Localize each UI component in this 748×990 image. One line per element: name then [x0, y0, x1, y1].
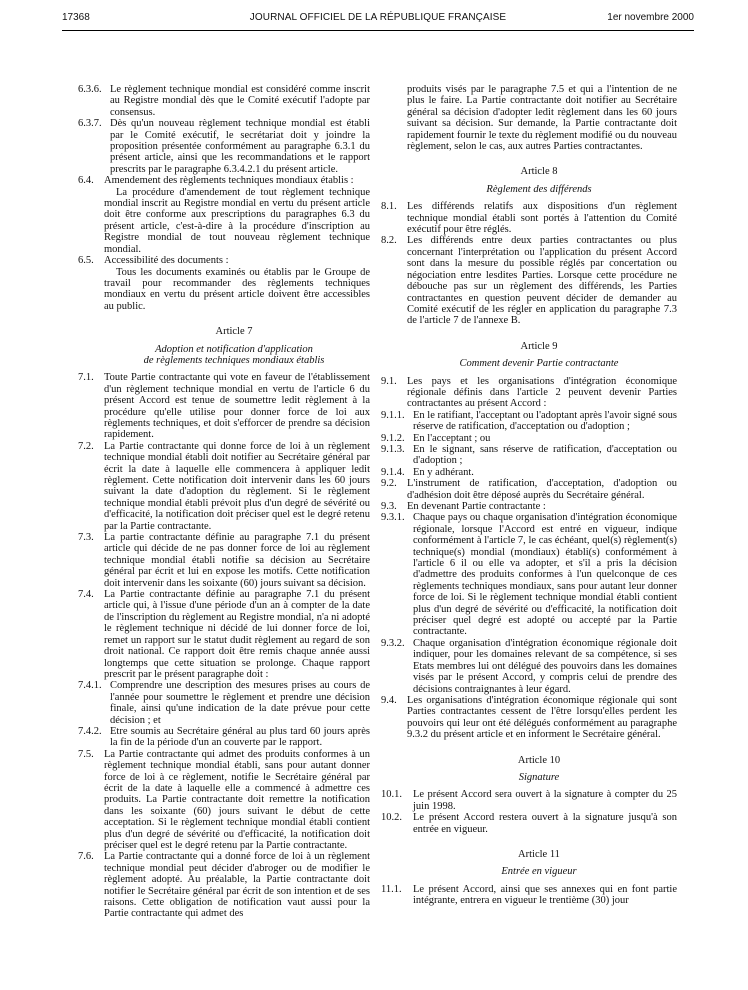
paragraph-7-3: 7.3. La partie contractante définie au paragraphe 7.1 du présent article qui décide de ne pas donner force de loi au règlement technique mondial établi notifie sa décision au Secrétaire général par écrit et lui en expose les motifs. Cette notification doit intervenir dans les soixante (60) jours suivant sa décision. [78, 532, 370, 589]
paragraph-7-4: 7.4. La Partie contractante définie au paragraphe 7.1 du présent article qui, à l'issue d'une période d'un an à compter de la date de l'inscription du règlement au Registre mondial, n'a ni adopté le règlement technique ni décidé de lui donner force de loi, remet un rapport sur le statut dudit règlement au regard de son droit national. Ce rapport doit être remis chaque année aussi longtemps que cette situation se prolonge. Chaque rapport prescrit par le présent paragraphe doit : [78, 589, 370, 680]
article-7-title: Adoption et notification d'application de règlements techniques mondiaux établis [143, 343, 325, 366]
header-rule [62, 30, 694, 31]
page-header [62, 12, 694, 28]
paragraph-7-2: 7.2. La Partie contractante qui donne force de loi à un règlement technique mondial établi doit notifier au Secrétaire général par écrit la date à laquelle elle commencera à appliquer ledit règlement. Cette notification doit intervenir dans les 60 jours suivant la date d'adoption du règlement. Si le règlement technique mondial établi prévoit plus d'un degré de sévérité ou d'efficacité, la notification doit préciser quel est le degré retenu par la Partie contractante. [78, 440, 370, 532]
article-9-title: Comment devenir Partie contractante [459, 358, 619, 370]
paragraph-9-1-3: 9.1.3. En le signant, sans réserve de ratification, d'acceptation ou d'adoption ; [381, 443, 677, 467]
paragraph-7-5: 7.5. La Partie contractante qui admet des produits conformes à un règlement technique mondial établi, sans pour autant donner force de loi à ce règlement, notifie le Secrétaire général par écrit de la date à laquelle elle a commencé à admettre ces produits. La Partie contractante doit remettre la notification dans les soixante (60) jours suivant le début de cette acceptation. Si le règlement technique mondial établi contient plus d'un degré de sévérité ou d'efficacité, la notification doit préciser quel est le degré retenu par la Partie contractante. [78, 748, 370, 851]
paragraph-6-3-7: 6.3.7. Dès qu'un nouveau règlement technique mondial est établi par le Comité exécutif, le secrétariat doit y joindre la proposition présentée conformément au paragraphe 6.3.1 du présent article, ainsi que les recommandations et le rapport prescrits par le paragraphe 6.3.4.2.1 du présent article. [78, 118, 370, 175]
paragraph-6-5: 6.5. Accessibilité des documents : [78, 255, 229, 267]
left-column [78, 84, 370, 920]
paragraph-9-1-2: 9.1.2. En l'acceptant ; ou [381, 432, 491, 444]
paragraph-8-1: 8.1. Les différends relatifs aux dispositions d'un règlement technique mondial établi sont portés à l'attention du Comité exécutif pour être réglés. [381, 201, 677, 236]
page-number: 17368 [62, 12, 90, 23]
issue-date: 1er novembre 2000 [607, 12, 694, 23]
article-9-heading: Article 9 [520, 340, 558, 352]
paragraph-9-2: 9.2. L'instrument de ratification, d'acceptation, d'adoption ou d'adhésion doit être déposé auprès du Secrétaire général. [381, 478, 677, 501]
paragraph-9-4: 9.4. Les organisations d'intégration économique régionale qui sont Parties contractantes cessent de l'être lorsqu'elles perdent les pouvoirs qui leur ont été délégués conformément au paragraphe 9.3.2 du présent article et en informent le Secrétaire général. [381, 694, 677, 741]
article-7-heading: Article 7 [215, 326, 253, 338]
paragraph-7-4-2: 7.4.2. Etre soumis au Secrétaire général au plus tard 60 jours après la fin de la période d'un an couverte par le rapport. [78, 725, 370, 749]
article-8-title: Règlement des différends [486, 183, 592, 195]
paragraph-9-1: 9.1. Les pays et les organisations d'intégration économique régionale définis dans l'article 2 peuvent devenir Parties contractantes au présent Accord : [381, 375, 677, 410]
paragraph-9-1-1: 9.1.1. En le ratifiant, l'acceptant ou l'adoptant après l'avoir signé sous réserve de ratification, d'acceptation ou d'adoption ; [381, 409, 678, 433]
paragraph-9-1-4: 9.1.4. En y adhérant. [381, 466, 474, 478]
paragraph-10-2: 10.2. Le présent Accord restera ouvert à la signature jusqu'à son entrée en vigueur. [381, 812, 677, 835]
paragraph-6-5-body: Tous les documents examinés ou établis par le Groupe de travail pour recommander des règlements techniques mondiaux en vertu du présent article doivent être accessibles au public. [104, 266, 370, 312]
paragraph-7-4-1: 7.4.1. Comprendre une description des mesures prises au cours de l'année pour soumettre le règlement et prendre une décision finale, ainsi qu'une indication de la date prévue pour cette décision ; et [78, 680, 370, 726]
paragraph-7-6-continued: produits visés par le paragraphe 7.5 et qui a l'intention de ne plus le faire. La Partie contractante doit notifier au Secrétaire général sa décision d'adopter ledit règlement dans les 60 jours suivant sa décision. Sur demande, la Partie contractante doit rapidement fournir le texte du règlement modifié ou du nouveau règlement, selon le cas, aux autres Parties contractantes. [407, 84, 677, 153]
article-11-title: Entrée en vigueur [501, 866, 577, 878]
article-11-heading: Article 11 [518, 848, 560, 860]
paragraph-6-4-body: La procédure d'amendement de tout règlement technique mondial inscrit au Registre mondial en vertu du présent article doit être conforme aux prescriptions du paragraphes 6.3 du présent article, c'est-à-dire à la procédure d'inscription au Registre mondial de tout nouveau règlement technique mondial. [104, 186, 370, 255]
article-8-heading: Article 8 [520, 166, 558, 178]
paragraph-9-3-1: 9.3.1. Chaque pays ou chaque organisation d'intégration économique régionale, lorsque l'Accord est entré en vigueur, indique conformément à l'article 7, le cas échéant, quel(s) règlement(s) technique(s) mondial (mondiaux) établi(s) conformément à l'article 6 il ou elle va adopter, et s'il a pris la décision d'admettre des produits conformes à l'un quelconque de ces règlements techniques mondiaux, sans pour autant leur donner force de loi. Si le règlement technique mondial établi contient plus d'un degré de sévérité ou d'efficacité, la notification doit préciser quel degré est adopté ou accepté par la Partie contractante. [381, 512, 677, 638]
paragraph-8-2: 8.2. Les différends entre deux parties contractantes ou plus concernant l'interprétation ou l'application du présent Accord sont dans la mesure du possible réglés par concertation ou négociation entre lesdites Parties. Lorsque cette procédure ne débouche pas sur un règlement des différends, les Parties contractantes en question peuvent décider de demander au Comité exécutif de les régler en application du paragraphe 7.3 de l'article 7 de l'annexe B. [381, 235, 677, 327]
paragraph-7-6: 7.6. La Partie contractante qui a donné force de loi à un règlement technique mondial peut décider d'abroger ou de modifier le règlement adopté. Au préalable, la Partie contractante doit notifier le Secrétaire général par écrit de son intention et de ses raisons. Cette obligation de notification vaut aussi pour la Partie contractante qui admet des [78, 851, 370, 920]
journal-title: JOURNAL OFFICIEL DE LA RÉPUBLIQUE FRANÇAISE [249, 12, 507, 23]
right-column [381, 84, 677, 907]
paragraph-6-4: 6.4. Amendement des règlements techniques mondiaux établis : [78, 175, 354, 187]
paragraph-10-1: 10.1. Le présent Accord sera ouvert à la signature à compter du 25 juin 1998. [381, 789, 677, 812]
paragraph-9-3: 9.3. En devenant Partie contractante : [381, 501, 546, 512]
paragraph-9-3-2: 9.3.2. Chaque organisation d'intégration économique régionale doit indiquer, pour les domaines relevant de sa compétence, si ses Etats membres lui ont délégué des pouvoirs dans les domaines visés par le présent Accord, y compris celui de prendre des décisions contraignantes à leur égard. [381, 637, 677, 695]
paragraph-11-1: 11.1. Le présent Accord, ainsi que ses annexes qui en font partie intégrante, entrera en vigueur le trentième (30) jour [381, 883, 677, 907]
paragraph-7-1: 7.1. Toute Partie contractante qui vote en faveur de l'établissement d'un règlement technique mondial en vertu de l'article 6 du présent Accord est tenue de soumettre ledit règlement à la procédure qu'elle utilise pour donner force de loi aux règlements techniques, et doit s'efforcer de prendre sa décision rapidement. [78, 372, 370, 441]
article-10-heading: Article 10 [517, 754, 561, 766]
paragraph-6-3-6: 6.3.6. Le règlement technique mondial est considéré comme inscrit au Registre mondial dès que le Comité exécutif l'adopte par consensus. [78, 84, 370, 118]
article-10-title: Signature [518, 771, 560, 783]
